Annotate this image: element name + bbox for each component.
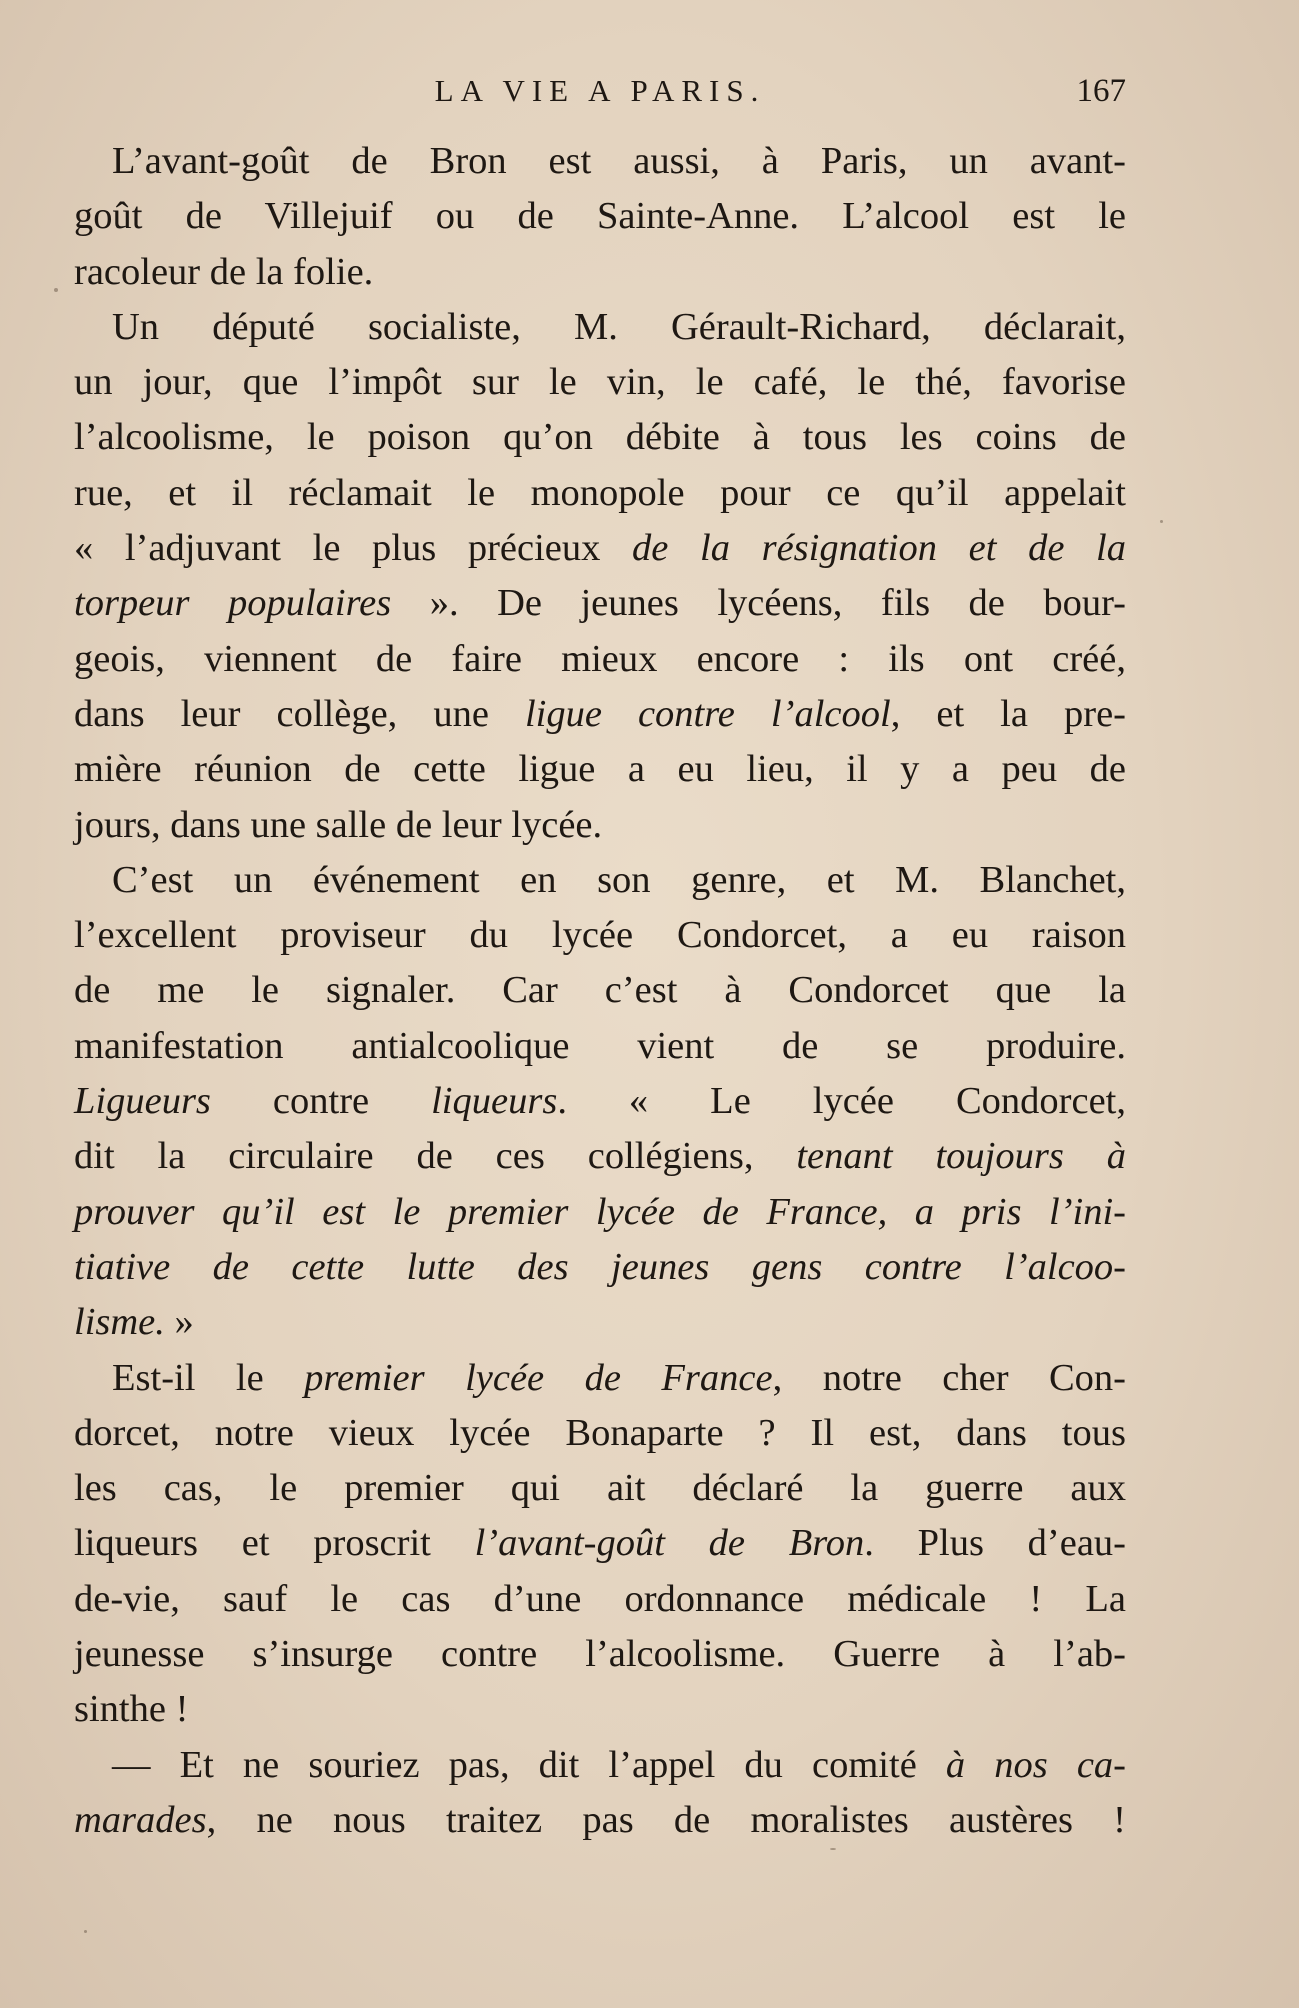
italic-text: l’avant-goût de Bron: [474, 1522, 865, 1565]
text-run: « l’adjuvant le plus précieux: [74, 527, 633, 570]
text-line: [74, 1738, 1126, 1793]
text-run: ». De jeunes lycéens, fils de bour-: [391, 582, 1126, 625]
text-line: [74, 576, 1126, 631]
italic-text: ligue contre l’alcool: [524, 692, 891, 735]
italic-text: lisme.: [74, 1301, 165, 1344]
paper-speck: [54, 288, 58, 292]
text-line: [74, 632, 1126, 687]
italic-text: à nos ca-: [945, 1743, 1126, 1786]
text-run: racoleur de la folie.: [74, 250, 374, 293]
text-line: [74, 300, 1126, 355]
text-run: . « Le lycée Condorcet,: [557, 1080, 1126, 1123]
text-run: manifestation antialcoolique vient de se produire.: [74, 1024, 1126, 1067]
text-run: de-vie, sauf le cas d’une ordonnance médicale ! La: [74, 1577, 1126, 1620]
text-run: . Plus d’eau-: [864, 1522, 1126, 1565]
text-line: [74, 1572, 1126, 1627]
running-head: [74, 66, 1126, 116]
text-run: dans leur collège, une: [74, 692, 525, 735]
text-line: [74, 1627, 1126, 1682]
italic-text: Ligueurs: [74, 1080, 211, 1123]
text-run: Est-il le: [112, 1356, 305, 1399]
text-run: Un député socialiste, M. Gérault-Richard, déclarait,: [112, 305, 1126, 348]
text-run: dorcet, notre vieux lycée Bonaparte ? Il est, dans tous: [74, 1411, 1126, 1454]
text-line: [74, 963, 1126, 1018]
text-run: »: [164, 1301, 194, 1344]
text-run: l’alcoolisme, le poison qu’on débite à tous les coins de: [74, 416, 1126, 459]
text-line: [74, 189, 1126, 244]
text-line: [74, 410, 1126, 465]
italic-text: de la résignation et de la: [632, 527, 1126, 570]
running-title: LA VIE A PARIS.: [434, 73, 766, 108]
text-line: [74, 1516, 1126, 1571]
text-run: jours, dans une salle de leur lycée.: [74, 803, 603, 846]
text-run: C’est un événement en son genre, et M. Blanchet,: [112, 858, 1126, 901]
page-number: 167: [1076, 73, 1126, 109]
text-run: sinthe !: [74, 1688, 189, 1731]
text-run: rue, et il réclamait le monopole pour ce qu’il appelait: [74, 471, 1126, 514]
text-run: liqueurs et proscrit: [74, 1522, 475, 1565]
text-run: L’avant-goût de Bron est aussi, à Paris, un avant-: [112, 140, 1126, 182]
text-run: geois, viennent de faire mieux encore : ils ont créé,: [74, 637, 1126, 680]
italic-text: prouver qu’il est le premier lycée de France, a pris l’ini-: [74, 1190, 1126, 1233]
text-line: [74, 687, 1126, 742]
text-line: [74, 1240, 1126, 1295]
text-run: un jour, que l’impôt sur le vin, le café, le thé, favorise: [74, 361, 1126, 404]
italic-text: liqueurs: [431, 1080, 558, 1123]
paper-speck: [830, 1848, 836, 1850]
italic-text: tenant toujours à: [796, 1135, 1126, 1178]
text-line: [74, 521, 1126, 576]
text-line: [74, 1129, 1126, 1184]
text-line: [74, 1682, 1126, 1737]
text-run: de me le signaler. Car c’est à Condorcet que la: [74, 969, 1126, 1012]
text-line: [74, 1185, 1126, 1240]
text-run: dit la circulaire de ces collégiens,: [74, 1135, 797, 1178]
text-run: les cas, le premier qui ait déclaré la guerre aux: [74, 1467, 1126, 1510]
text-line: [74, 1461, 1126, 1516]
text-run: contre: [210, 1080, 432, 1123]
text-line: [74, 245, 1126, 300]
text-line: [74, 1351, 1126, 1406]
text-run: mière réunion de cette ligue a eu lieu, il y a peu de: [74, 748, 1126, 791]
italic-text: tiative de cette lutte des jeunes gens contre l’alcoo-: [74, 1245, 1126, 1288]
text-line: [74, 1019, 1126, 1074]
italic-text: marades: [74, 1798, 207, 1841]
text-run: jeunesse s’insurge contre l’alcoolisme. Guerre à l’ab-: [74, 1633, 1126, 1676]
text-line: [74, 466, 1126, 521]
text-line: [74, 853, 1126, 908]
italic-text: premier lycée de France: [304, 1356, 773, 1399]
text-line: [74, 1793, 1126, 1848]
text-line: [74, 1406, 1126, 1461]
text-line: [74, 908, 1126, 963]
text-run: , ne nous traitez pas de moralistes austères !: [206, 1798, 1126, 1841]
text-run: — Et ne souriez pas, dit l’appel du comité: [112, 1743, 946, 1786]
italic-text: torpeur populaires: [74, 582, 392, 625]
paper-speck: [1160, 520, 1163, 523]
text-line: [74, 355, 1126, 410]
text-run: goût de Villejuif ou de Sainte-Anne. L’alcool est le: [74, 195, 1126, 238]
body-text: [74, 134, 1126, 1848]
paper-speck: [84, 1930, 87, 1933]
text-line: [74, 134, 1126, 189]
text-line: [74, 1295, 1126, 1350]
text-run: l’excellent proviseur du lycée Condorcet, a eu raison: [74, 914, 1126, 957]
text-line: [74, 1074, 1126, 1129]
text-run: , notre cher Con-: [772, 1356, 1126, 1399]
text-run: , et la pre-: [890, 692, 1126, 735]
text-line: [74, 742, 1126, 797]
text-line: [74, 798, 1126, 853]
